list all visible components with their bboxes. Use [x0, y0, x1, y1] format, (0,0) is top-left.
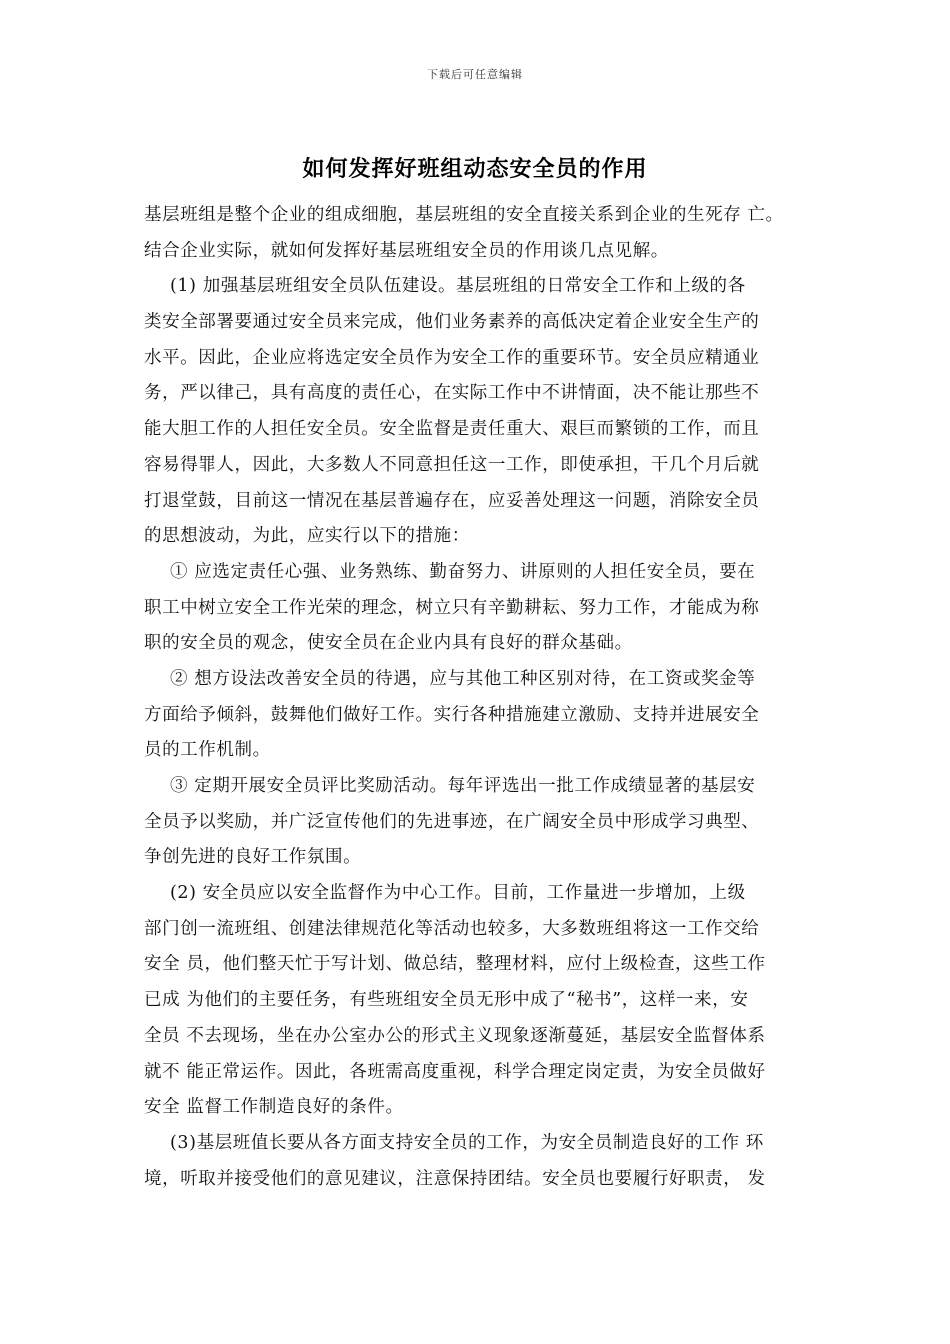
paragraph-line: 争创先进的良好工作氛围。: [144, 847, 362, 868]
paragraph-line: 结合企业实际，就如何发挥好基层班组安全员的作用谈几点见解。: [144, 240, 669, 261]
paragraph-line: ① 应选定责任心强、业务熟练、勤奋努力、讲原则的人担任安全员，要在: [170, 561, 756, 582]
paragraph-line: 全员 不去现场，坐在办公室办公的形式主义现象逐渐蔓延，基层安全监督体系: [144, 1025, 766, 1046]
paragraph-line: 务，严以律己，具有高度的责任心，在实际工作中不讲情面，决不能让那些不: [144, 383, 760, 404]
paragraph-line: 的思想波动，为此，应实行以下的措施：: [144, 526, 470, 547]
paragraph-line: 部门创一流班组、创建法律规范化等活动也较多，大多数班组将这一工作交给: [144, 918, 760, 939]
paragraph-line: 安全 监督工作制造良好的条件。: [144, 1097, 404, 1118]
paragraph-line: 全员予以奖励，并广泛宣传他们的先进事迹，在广阔安全员中形成学习典型、: [144, 811, 760, 832]
paragraph-line: 能大胆工作的人担任安全员。安全监督是责任重大、艰巨而繁锁的工作，而且: [144, 419, 760, 440]
paragraph-line: 打退堂鼓，目前这一情况在基层普遍存在，应妥善处理这一问题，消除安全员: [144, 490, 760, 511]
paragraph-line: (3)基层班值长要从各方面支持安全员的工作，为安全员制造良好的工作 环: [170, 1132, 764, 1153]
paragraph-line: ② 想方设法改善安全员的待遇，应与其他工种区别对待，在工资或奖金等: [170, 668, 756, 689]
paragraph-line: 类安全部署要通过安全员来完成，他们业务素养的高低决定着企业安全生产的: [144, 312, 760, 333]
paragraph-line: 已成 为他们的主要任务，有些班组安全员无形中成了“秘书”，这样一来，安: [144, 990, 749, 1011]
document-title: 如何发挥好班组动态安全员的作用: [302, 156, 648, 182]
paragraph-line: 就不 能正常运作。因此，各班需高度重视，科学合理定岗定责，为安全员做好: [144, 1061, 766, 1082]
paragraph-line: 方面给予倾斜，鼓舞他们做好工作。实行各种措施建立激励、支持并进展安全: [144, 704, 760, 725]
paragraph-line: 基层班组是整个企业的组成细胞，基层班组的安全直接关系到企业的生死存 亡。: [144, 205, 784, 225]
header-note: 下载后可任意编辑: [427, 68, 523, 81]
paragraph-line: (2) 安全员应以安全监督作为中心工作。目前，工作量进一步增加，上级: [170, 883, 746, 904]
document-body: [144, 198, 806, 1197]
paragraph-line: ③ 定期开展安全员评比奖励活动。每年评选出一批工作成绩显著的基层安: [170, 776, 756, 796]
paragraph-line: 职工中树立安全工作光荣的理念，树立只有辛勤耕耘、努力工作，才能成为称: [144, 597, 760, 618]
paragraph-line: 安全 员，他们整天忙于写计划、做总结，整理材料，应付上级检查，这些工作: [144, 954, 766, 975]
paragraph-line: 职的安全员的观念，使安全员在企业内具有良好的群众基础。: [144, 633, 633, 654]
paragraph-line: (1) 加强基层班组安全员队伍建设。基层班组的日常安全工作和上级的各: [170, 276, 746, 297]
paragraph-line: 境，听取并接受他们的意见建议，注意保持团结。安全员也要履行好职责， 发: [144, 1168, 766, 1189]
paragraph-line: 水平。因此，企业应将选定安全员作为安全工作的重要环节。安全员应精通业: [144, 347, 760, 368]
paragraph-line: 容易得罪人，因此，大多数人不同意担任这一工作，即使承担，干几个月后就: [144, 454, 760, 475]
paragraph-line: 员的工作机制。: [144, 740, 271, 761]
